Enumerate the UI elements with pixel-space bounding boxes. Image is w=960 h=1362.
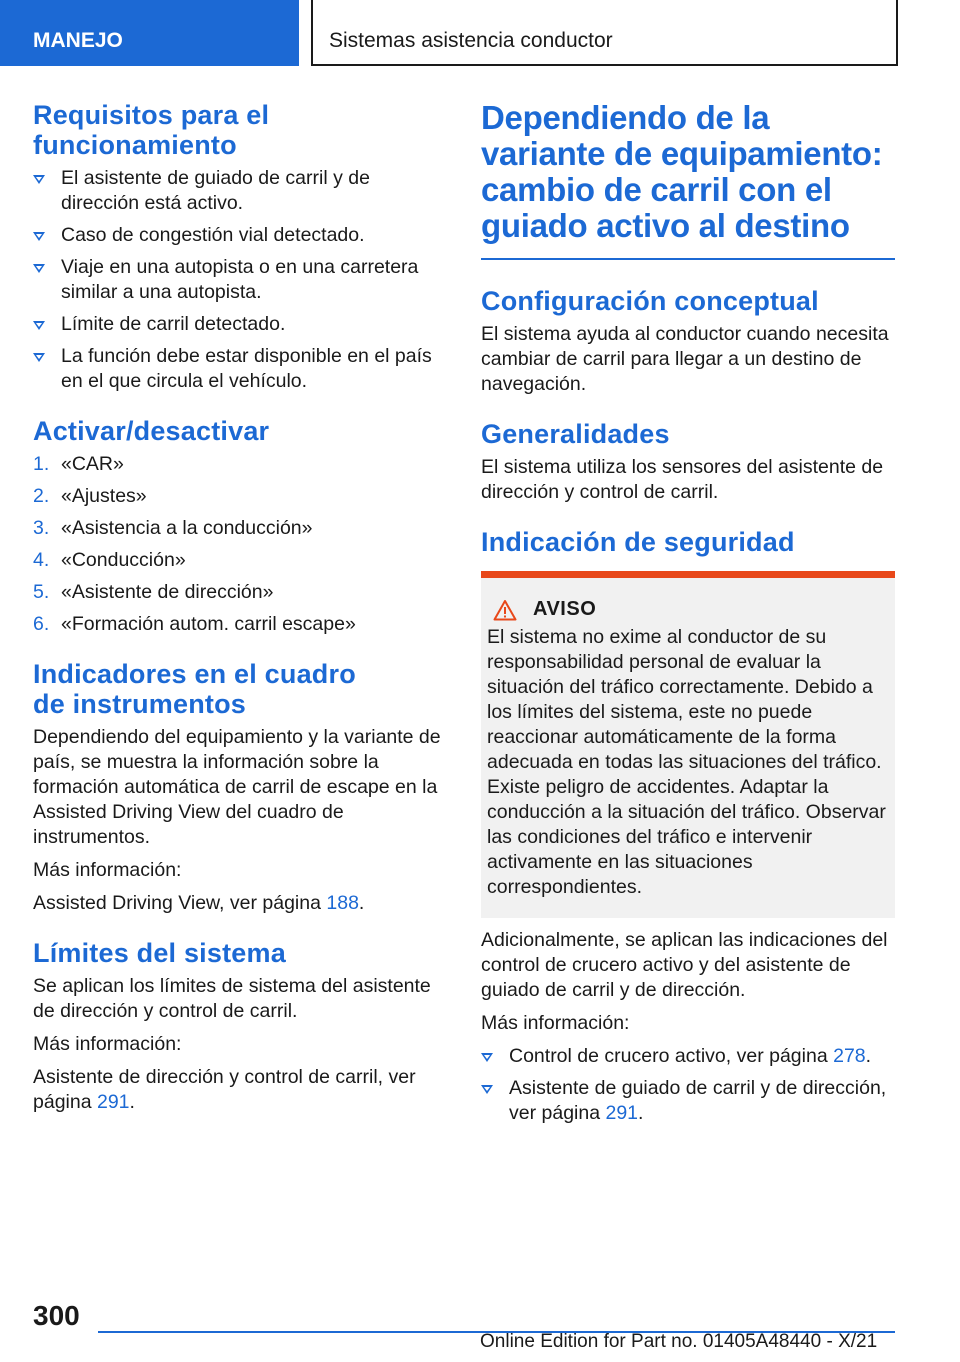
warning-label: AVISO <box>533 598 597 620</box>
limites-ref: Asistente de dirección y control de carril, ver página 291. <box>33 1066 416 1113</box>
footer-edition: Online Edition for Part no. 01405A48440 - X/21 <box>480 1331 878 1352</box>
heading-generalidades: Generalidades <box>481 419 670 449</box>
list-item: La función debe estar disponible en el país en el que circula el vehículo. <box>33 344 449 394</box>
bullet-triangle-icon <box>33 264 45 273</box>
warning-box <box>481 571 895 918</box>
heading-activar: Activar/desactivar <box>33 416 270 446</box>
page-number: 300 <box>33 1300 80 1331</box>
seguridad-after: Adicionalmente, se aplican las indicaciones del control de crucero activo y del asistente de guiado de carril y de dirección. <box>481 929 888 1001</box>
section-limites <box>33 938 449 1115</box>
header-section-label: MANEJO <box>33 29 123 52</box>
page-link-291[interactable]: 291 <box>96 1091 130 1113</box>
heading-limites: Límites del sistema <box>33 938 286 968</box>
step-item: 5. «Asistente de dirección» <box>33 581 274 603</box>
config-body: El sistema ayuda al conductor cuando necesita cambiar de carril para llegar a un destino de navegación. <box>481 323 889 395</box>
seguridad-refs <box>481 1044 895 1126</box>
title-divider <box>481 258 895 260</box>
section-indicadores <box>33 659 449 916</box>
section-activar <box>33 416 449 637</box>
section-seguridad <box>481 527 895 1126</box>
list-item: Control de crucero activo, ver página 278. <box>481 1044 895 1069</box>
warning-header <box>487 598 887 621</box>
section-config <box>481 286 895 397</box>
step-item: 6. «Formación autom. carril escape» <box>33 613 356 635</box>
list-item: Límite de carril detectado. <box>33 312 449 337</box>
page-link-278[interactable]: 278 <box>833 1045 866 1067</box>
bullet-triangle-icon <box>33 175 45 184</box>
heading-requisitos: Requisitos para el funcionamiento <box>33 100 270 160</box>
heading-config: Configuración conceptual <box>481 286 819 316</box>
step-item: 1. «CAR» <box>33 453 124 475</box>
limites-more: Más información: <box>33 1033 182 1055</box>
page-link-291[interactable]: 291 <box>605 1102 639 1124</box>
bullet-triangle-icon <box>33 353 45 362</box>
step-item: 4. «Conducción» <box>33 549 186 571</box>
right-column <box>481 100 895 1133</box>
step-item: 2. «Ajustes» <box>33 485 147 507</box>
indicadores-more: Más información: <box>33 859 182 881</box>
section-requisitos <box>33 100 449 394</box>
section-generalidades <box>481 419 895 505</box>
limites-body: Se aplican los límites de sistema del asistente de dirección y control de carril. <box>33 975 431 1022</box>
bullet-triangle-icon <box>481 1053 493 1062</box>
heading-seguridad: Indicación de seguridad <box>481 527 795 557</box>
left-column <box>33 100 449 1123</box>
header-section-tab <box>0 0 299 66</box>
indicadores-ref: Assisted Driving View, ver página 188. <box>33 892 365 914</box>
bullet-triangle-icon <box>33 232 45 241</box>
list-item: Viaje en una autopista o en una carretera similar a una autopista. <box>33 255 449 305</box>
list-item: Asistente de guiado de carril y de dirección, ver página 291. <box>481 1076 895 1126</box>
header-chapter-label: Sistemas asistencia conductor <box>329 29 613 52</box>
seguridad-more: Más información: <box>481 1012 630 1034</box>
activar-steps <box>33 452 449 637</box>
bullet-triangle-icon <box>33 321 45 330</box>
list-item: Caso de congestión vial detectado. <box>33 223 449 248</box>
page-link-188[interactable]: 188 <box>326 892 359 914</box>
list-item: El asistente de guiado de carril y de dirección está activo. <box>33 166 449 216</box>
warning-text: El sistema no exime al conductor de su responsabilidad personal de evaluar la situación del tráfico correctamente. Debido a los límites del sistema, este no puede reaccionar automáticamente de la forma adecuada en todas las situaciones del tráfico. Existe peligro de accidentes. Adaptar la conducción a la situación del tráfico. Observar las condiciones del tráfico e intervenir activamente en las situaciones correspondientes. <box>487 626 886 898</box>
bullet-triangle-icon <box>481 1085 493 1094</box>
heading-indicadores: Indicadores en el cuadro de instrumentos <box>33 659 356 719</box>
generalidades-body: El sistema utiliza los sensores del asistente de dirección y control de carril. <box>481 456 884 503</box>
warning-triangle-icon <box>493 599 517 621</box>
header-chapter-tab <box>311 0 898 66</box>
step-item: 3. «Asistencia a la conducción» <box>33 517 313 539</box>
main-title: Dependiendo de la variante de equipamiento: cambio de carril con el guiado activo al destino <box>481 99 883 244</box>
requisitos-list <box>33 166 449 394</box>
indicadores-body: Dependiendo del equipamiento y la variante de país, se muestra la información sobre la formación automática de carril de escape en la Assisted Driving View del cuadro de instrumentos. <box>33 726 441 848</box>
